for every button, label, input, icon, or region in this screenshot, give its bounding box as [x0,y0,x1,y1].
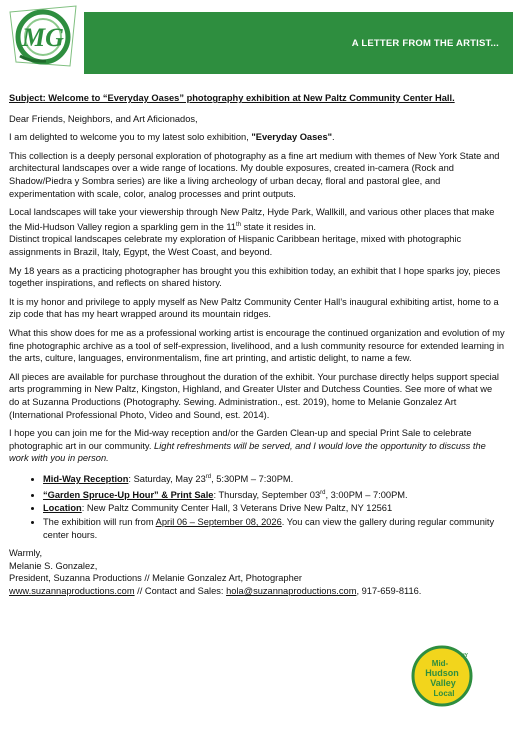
tropical-text: Distinct tropical landscapes celebrate my exploration of Hispanic Caribbean heritage, mixed with photographic assignments in Brazil, Italy, Egypt, the West Coast, and beyond. [9,234,462,258]
event-address: : New Paltz Community Center Hall, 3 Veterans Drive New Paltz, NY 12561 [81,503,393,514]
landscapes-paragraph [9,206,505,258]
contact-text: // Contact and Sales: [134,585,227,596]
honor-paragraph: It is my honor and privilege to apply myself as New Paltz Community Center Hall’s inaugural exhibiting artist, home to a zip code that has my heart wrapped around its mountain ridges. [9,296,499,320]
experience-paragraph: My 18 years as a practicing photographer has brought you this exhibition today, an exhibit that I hope sparks joy, pieces together inspirations, and reflects on shared history. [9,265,501,289]
purchase-paragraph: All pieces are available for purchase throughout the duration of the exhibit. Your purchase directly helps support special arts programming in New Paltz, Kingston, Highland, and Greater Ulster and Dutchess Counties. See more of what we do at Suzanna Productions (Photography. Sewing. Administration., est. 2019), home to Melanie Gonzalez Art (International Professional Photo, Video and Sound, est. 2014). [9,371,499,420]
landscapes-text-end: state it resides in. [241,221,316,232]
list-item [43,502,505,515]
event-label: “Garden Spruce-Up Hour” & Print Sale [43,489,214,500]
run-dates: April 06 – September 08, 2026 [155,516,282,527]
invitation-text: I hope you can join me for the Mid-way reception and/or the Garden Clean-up and special Print Sale to celebrate photographic art in our community. [9,428,472,451]
intro-text: I am delighted to welcome you to my latest solo exhibition, [9,132,252,143]
badge-line3: Valley [430,678,456,688]
run-text: The exhibition will run from [43,516,156,527]
signer-role: President, Suzanna Productions // Melanie Gonzalez Art, Photographer [9,573,303,584]
badge-line4: Local [433,689,455,698]
event-date: : Thursday, September 03 [213,489,321,500]
mg-logo-icon [6,4,80,70]
list-item [43,516,505,541]
email-link[interactable]: hola@suzannaproductions.com [226,585,357,596]
website-link[interactable]: www.suzannaproductions.com [9,585,135,596]
refreshments-text: Light refreshments will be served, and I would love the opportunity to discuss the work with you in person. [9,440,486,464]
signature-block [9,547,505,597]
contact-line [9,585,505,598]
badge-line1: Mid- [431,659,449,668]
event-list [9,471,505,541]
list-item [43,471,505,486]
subject-line: Subject: Welcome to “Everyday Oases” photography exhibition at New Paltz Community Center Hall. [9,93,455,103]
list-item [43,487,505,502]
banner-title: A LETTER FROM THE ARTIST... [351,38,499,49]
ordinal-sup: rd [205,473,212,480]
collection-paragraph: This collection is a deeply personal exploration of photography as a fine art medium with themes of New York State and architectural landscapes over a wide range of locations. My double exposures, created in-camera (Rock and Shadow/Piedra y Sombra series) are like a living archeology of urban decay, floral and pastoral glee, and experimentation with scale, color, analog processes and print outputs. [9,150,500,199]
event-date: : Saturday, May 23 [128,474,206,485]
event-label: Location [43,503,82,514]
ordinal-sup: th [236,221,242,228]
invitation-paragraph [9,427,505,465]
badge-ny: NY [461,653,468,659]
letter-header [0,0,513,76]
intro-paragraph [9,131,505,144]
exhibition-title: "Everyday Oases" [251,132,333,143]
event-time: , 5:30PM – 7:30PM. [211,474,294,485]
landscapes-text: Local landscapes will take your viewership through New Paltz, Hyde Park, Wallkill, and various other places that make the Mid-Hudson Valley region a sparkling gem in the 11 [9,207,495,232]
event-label: Mid-Way Reception [43,474,129,485]
greeting: Dear Friends, Neighbors, and Art Aficionados, [9,113,198,124]
logo-initials: MG [22,23,64,52]
letter-body [9,92,505,597]
purpose-paragraph: What this show does for me as a professional working artist is encourage the continued organization and evolution of my fine photographic archive as a tool of self-expression, livelihood, and a lush community resource for extended learning in the arts, culture, languages, environmentalism, fine art printing, and artistic delight, to name a few. [9,328,505,364]
ordinal-sup: rd [320,489,326,496]
event-time: , 3:00PM – 7:00PM. [325,489,408,500]
signer-name: Melanie S. Gonzalez, [9,560,98,571]
run-text-end: . You can view the gallery during regular community center hours. [43,516,495,540]
closing: Warmly, [9,548,43,559]
letter-banner [84,12,513,74]
badge-line2: Hudson [425,668,459,678]
mid-hudson-valley-local-badge [409,645,475,707]
phone-text: , 917-659-8116. [356,585,422,596]
intro-end: . [332,132,335,143]
